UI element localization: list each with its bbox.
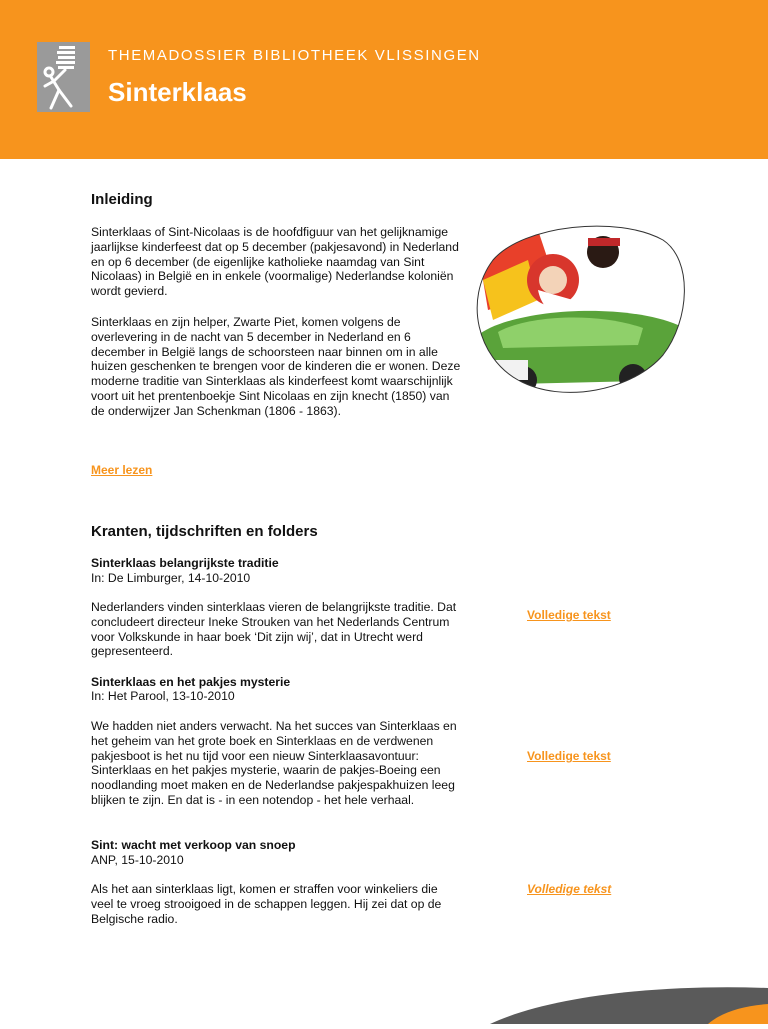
article-3-summary: Als het aan sinterklaas ligt, komen er straffen voor winkeliers die veel te vroeg strooigoed in de schappen leggen. Hij zei dat op de Belgische radio. [91, 882, 442, 926]
article-1-title: Sinterklaas belangrijkste traditie [91, 556, 279, 570]
stacked-books-figure-icon [37, 42, 90, 112]
article-2-title: Sinterklaas en het pakjes mysterie [91, 675, 291, 689]
article-1-full-text-link[interactable]: Volledige tekst [527, 608, 611, 622]
page-title: Sinterklaas [108, 77, 247, 107]
article-2-full-text-link[interactable]: Volledige tekst [527, 749, 611, 763]
header-banner [0, 0, 768, 159]
dossier-kicker: THEMADOSSIER BIBLIOTHEEK VLISSINGEN [108, 47, 481, 64]
intro-heading: Inleiding [91, 191, 153, 208]
read-more-link[interactable]: Meer lezen [91, 463, 153, 477]
article-3-source: ANP, 15-10-2010 [91, 853, 184, 867]
article-2-source: In: Het Parool, 13-10-2010 [91, 689, 235, 703]
intro-paragraph-2: Sinterklaas en zijn helper, Zwarte Piet, komen volgens de overlevering in de nacht van 5 december in Nederland en 6 december in België langs de schoorsteen naar binnen om in alle huizen geschenken te brengen voor de kinderen die er wonen. Deze moderne traditie van Sinterklaas als kinderfeest komt waarschijnlijk voort uit het prentenboekje Sint Nicolaas en zijn knecht (1850) van de onderwijzer Jan Schenkman (1806 - 1863). [91, 315, 461, 418]
corner-swoosh-decoration [490, 980, 768, 1024]
press-heading: Kranten, tijdschriften en folders [91, 523, 318, 540]
article-1-summary: Nederlanders vinden sinterklaas vieren de belangrijkste traditie. Dat concludeert directeur Ineke Strouken van het Nederlands Centrum voor Volkskunde in haar boek ‘Dit zijn wij’, dat in Utrecht werd gepresenteerd. [91, 600, 457, 659]
intro-paragraph-1: Sinterklaas of Sint-Nicolaas is de hoofdfiguur van het gelijknamige jaarlijkse kinderfeest dat op 5 december (pakjesavond) in Nederland en op 6 december (de eigenlijke katholieke naamdag van Sint Nicolaas) in België en in enkele (voormalige) Nederlandse koloniën wordt gevierd. [91, 225, 459, 299]
article-1-source: In: De Limburger, 14-10-2010 [91, 571, 251, 585]
article-3-title: Sint: wacht met verkoop van snoep [91, 838, 296, 852]
sinterklaas-car-illustration [468, 220, 688, 396]
article-3-full-text-link[interactable]: Volledige tekst [527, 882, 612, 896]
article-2-summary: We hadden niet anders verwacht. Na het succes van Sinterklaas en het geheim van het grote boek en Sinterklaas en de verdwenen pakjesboot is het nu tijd voor een nieuw Sinterklaasavontuur: Sinterklaas en het pakjes mysterie, waarin de pakjes-Boeing een noodlanding moet maken en de Nederlandse pakjespakhuizen leeg blijken te zijn. En dat is - in een notendop - het hele verhaal. [91, 719, 457, 807]
